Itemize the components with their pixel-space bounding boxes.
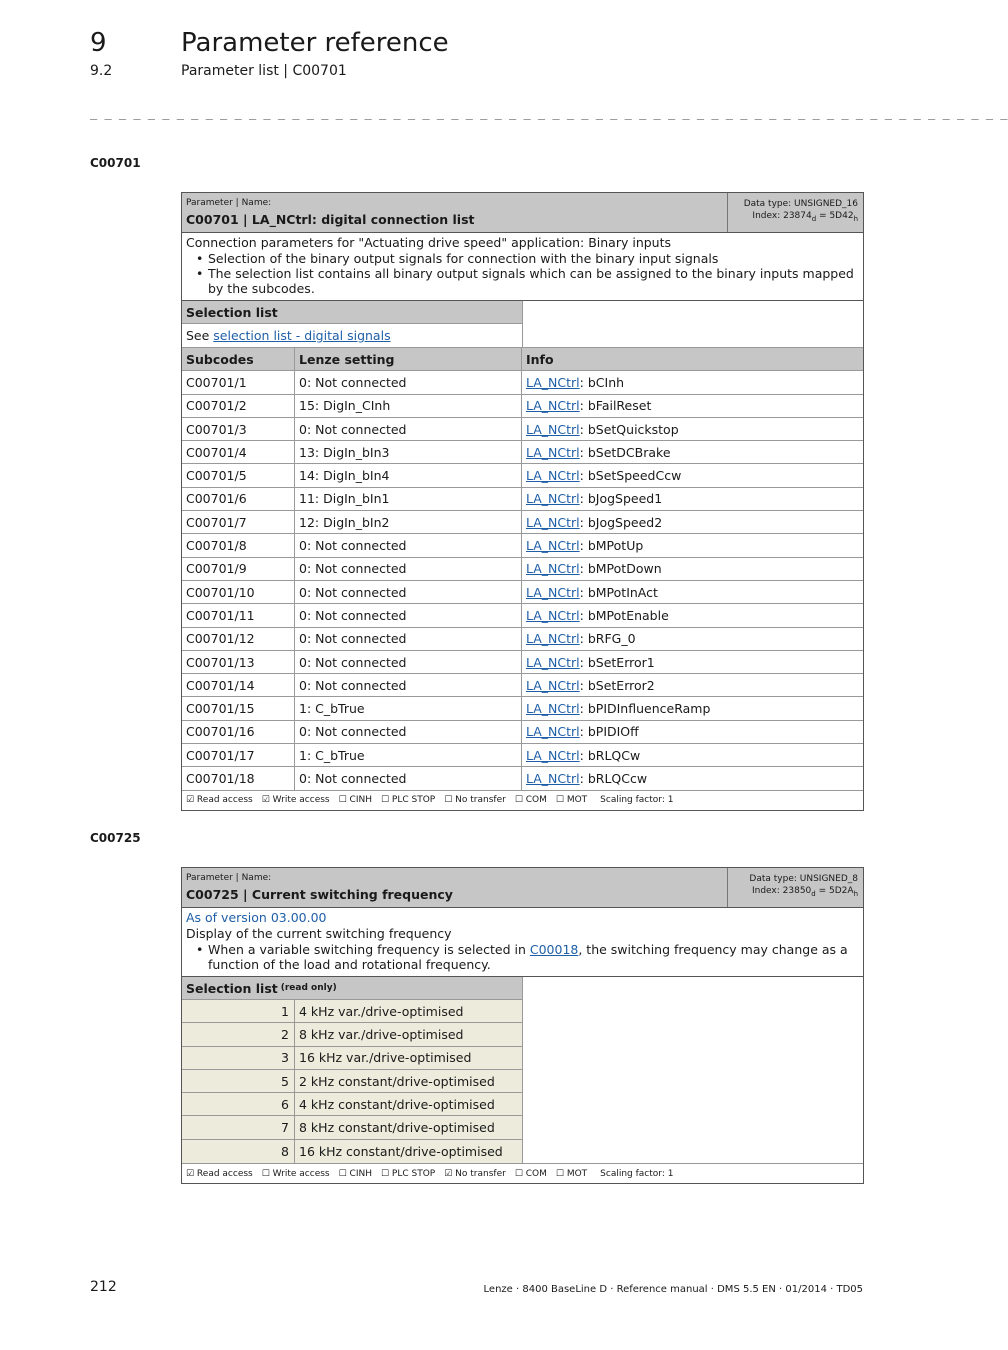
lenze-setting-cell: 0: Not connected [295,721,522,743]
selection-option [182,1070,522,1093]
info-cell: LA_NCtrl : bRLQCcw [526,770,648,786]
c00018-link[interactable]: C00018 [529,942,579,957]
la-nctrl-link[interactable]: LA_NCtrl [526,770,580,786]
parameter-header [182,868,863,908]
lenze-setting-cell: 15: DigIn_CInh [295,395,522,417]
info-cell: LA_NCtrl : bRFG_0 [526,631,636,647]
option-text: 4 kHz var./drive-optimised [299,1003,464,1019]
parameter-description [182,908,863,977]
lenze-setting-cell: 0: Not connected [295,558,522,580]
selection-options [182,1000,522,1163]
la-nctrl-link[interactable]: LA_NCtrl [526,701,580,717]
option-text: 16 kHz var./drive-optimised [299,1050,472,1066]
lenze-setting-cell: 0: Not connected [295,674,522,696]
la-nctrl-link[interactable]: LA_NCtrl [526,654,580,670]
la-nctrl-link[interactable]: LA_NCtrl [526,421,580,437]
lenze-setting-cell: 0: Not connected [295,581,522,603]
subcode-cell: C00701/5 [182,464,295,486]
selection-option [182,1140,522,1163]
access-flag: ☐ MOT [555,795,588,806]
option-number: 8 [182,1140,295,1163]
access-flag: ☐ No transfer [444,795,506,806]
version-note: As of version 03.00.00 [186,910,327,925]
parameter-name-label: Parameter | Name: [186,873,272,883]
table-row [182,744,863,767]
table-row [182,371,863,394]
subcode-cell: C00701/17 [182,744,295,766]
read-only-note: (read only) [280,983,337,993]
selection-option [182,1000,522,1023]
column-header-info: Info [526,351,554,367]
la-nctrl-link[interactable]: LA_NCtrl [526,444,580,460]
table-row [182,628,863,651]
la-nctrl-link[interactable]: LA_NCtrl [526,724,580,740]
lenze-setting-cell: 0: Not connected [295,767,522,789]
option-number: 5 [182,1070,295,1092]
table-row [182,604,863,627]
la-nctrl-link[interactable]: LA_NCtrl [526,584,580,600]
chapter-title: Parameter reference [181,28,449,58]
data-type: Data type: UNSIGNED_8 [749,874,858,884]
column-header-subcodes: Subcodes [182,348,295,370]
table-row [182,395,863,418]
info-cell: LA_NCtrl : bJogSpeed2 [526,514,663,530]
selection-list-link[interactable]: selection list - digital signals [213,328,391,343]
selection-list-heading: Selection list (read only) [182,977,522,1000]
chapter-number: 9 [90,28,107,58]
access-flag: ☑ Read access [186,795,253,806]
lenze-setting-cell: 0: Not connected [295,534,522,556]
subcode-cell: C00701/2 [182,395,295,417]
column-header-lenze-setting: Lenze setting [295,348,522,370]
parameter-header [182,193,863,233]
option-number: 3 [182,1047,295,1069]
table-header-row [182,348,863,371]
table-row [182,534,863,557]
description-bullets [186,942,859,972]
section-title: Parameter list | C00701 [181,63,347,79]
option-number: 2 [182,1023,295,1045]
parameter-name-label: Parameter | Name: [186,198,272,208]
la-nctrl-link[interactable]: LA_NCtrl [526,607,580,623]
subcode-cell: C00701/15 [182,697,295,719]
parameter-table-c00701 [181,192,864,811]
data-type: Data type: UNSIGNED_16 [743,199,858,209]
la-nctrl-link[interactable]: LA_NCtrl [526,677,580,693]
la-nctrl-link[interactable]: LA_NCtrl [526,747,580,763]
subcode-cell: C00701/16 [182,721,295,743]
section-label-c00725: C00725 [90,831,141,845]
option-text: 4 kHz constant/drive-optimised [299,1096,495,1112]
table-row [182,721,863,744]
access-flag: ☐ CINH [338,1168,372,1179]
table-row [182,558,863,581]
access-flag: ☑ Write access [261,795,330,806]
access-flag: ☐ COM [514,1168,547,1179]
parameter-index: Index: $23874_d = 5D42_h$ [752,211,858,223]
subcode-cell: C00701/11 [182,604,295,626]
lenze-setting-cell: 13: DigIn_bIn3 [295,441,522,463]
table-row [182,418,863,441]
description-bullets [186,251,859,296]
lenze-setting-cell: 11: DigIn_bIn1 [295,488,522,510]
info-cell: LA_NCtrl : bPIDInfluenceRamp [526,701,711,717]
info-cell: LA_NCtrl : bSetError2 [526,677,655,693]
access-flag: ☑ Read access [186,1168,253,1179]
info-cell: LA_NCtrl : bSetQuickstop [526,421,679,437]
description-text: Display of the current switching frequency [186,926,452,941]
data-type-info [727,868,863,907]
selection-option [182,1116,522,1139]
lenze-setting-cell: 14: DigIn_bIn4 [295,464,522,486]
table-row [182,488,863,511]
subcode-cell: C00701/1 [182,371,295,393]
table-row [182,441,863,464]
subcode-cell: C00701/7 [182,511,295,533]
section-number: 9.2 [90,63,113,79]
option-text: 8 kHz var./drive-optimised [299,1026,464,1042]
lenze-setting-cell: 1: C_bTrue [295,697,522,719]
selection-option [182,1093,522,1116]
subcode-cell: C00701/14 [182,674,295,696]
subcode-cell: C00701/4 [182,441,295,463]
access-flag: ☐ CINH [338,795,372,806]
subcode-cell: C00701/9 [182,558,295,580]
subcode-cell: C00701/18 [182,767,295,789]
parameter-name: C00725 | Current switching frequency [186,887,453,902]
la-nctrl-link[interactable]: LA_NCtrl [526,398,580,414]
lenze-setting-cell: 0: Not connected [295,651,522,673]
access-flags-footer [182,1164,863,1183]
table-row [182,511,863,534]
scaling-factor: Scaling factor: 1 [600,795,674,806]
subcode-cell: C00701/13 [182,651,295,673]
la-nctrl-link[interactable]: LA_NCtrl [526,514,580,530]
option-text: 8 kHz constant/drive-optimised [299,1120,495,1136]
info-cell: LA_NCtrl : bCInh [526,374,625,390]
info-cell: LA_NCtrl : bRLQCw [526,747,641,763]
access-flags-footer [182,791,863,810]
subcode-cell: C00701/6 [182,488,295,510]
table-row [182,581,863,604]
data-type-info [727,193,863,232]
section-label-c00701: C00701 [90,156,141,170]
info-cell: LA_NCtrl : bSetError1 [526,654,655,670]
document-footer: Lenze · 8400 BaseLine D · Reference manual · DMS 5.5 EN · 01/2014 · TD05 [483,1284,863,1295]
la-nctrl-link[interactable]: LA_NCtrl [526,468,580,484]
bullet-item: • Selection of the binary output signals for connection with the binary input signals [196,251,859,266]
lenze-setting-cell: 0: Not connected [295,371,522,393]
la-nctrl-link[interactable]: LA_NCtrl [526,491,580,507]
table-row [182,651,863,674]
info-cell: LA_NCtrl : bSetDCBrake [526,444,671,460]
selection-list-block [182,301,863,348]
selection-option [182,1047,522,1070]
table-row [182,697,863,720]
info-cell: LA_NCtrl : bFailReset [526,398,652,414]
scaling-factor: Scaling factor: 1 [600,1168,674,1179]
subcode-cell: C00701/10 [182,581,295,603]
option-number: 6 [182,1093,295,1115]
subcode-cell: C00701/12 [182,628,295,650]
access-flag: ☑ No transfer [444,1168,506,1179]
option-text: 16 kHz constant/drive-optimised [299,1143,503,1159]
lenze-setting-cell: 12: DigIn_bIn2 [295,511,522,533]
table-row [182,464,863,487]
bullet-item: • When a variable switching frequency is selected in C00018, the switching frequency may change as a function of the load and rotational frequency. [196,942,859,972]
table-row [182,767,863,790]
parameter-description [182,233,863,301]
bullet-item: • The selection list contains all binary output signals which can be assigned to the binary inputs mapped by the subcodes. [196,266,859,296]
la-nctrl-link[interactable]: LA_NCtrl [526,374,580,390]
access-flag: ☐ PLC STOP [381,795,436,806]
access-flag: ☐ PLC STOP [381,1168,436,1179]
header-separator: _ _ _ _ _ _ _ _ _ _ _ _ _ _ _ _ _ _ _ _ _ _ _ _ _ _ _ _ _ _ _ _ _ _ _ _ _ _ _ _ _ _ _ _ _ _ _ _ _ _ _ _ _ _ _ _ _ _ _ _ _ _ _ _ [90,106,1008,120]
parameter-index: Index: $23850_d = 5D2A_h$ [751,886,858,898]
option-text: 2 kHz constant/drive-optimised [299,1073,495,1089]
lenze-setting-cell: 0: Not connected [295,418,522,440]
description-text: Connection parameters for "Actuating drive speed" application: Binary inputs [186,235,672,250]
access-flag: ☐ MOT [555,1168,588,1179]
page-number: 212 [90,1279,117,1295]
la-nctrl-link[interactable]: LA_NCtrl [526,561,580,577]
selection-list-block [182,977,863,1164]
lenze-setting-cell: 0: Not connected [295,604,522,626]
info-cell: LA_NCtrl : bMPotDown [526,561,662,577]
lenze-setting-cell: 0: Not connected [295,628,522,650]
lenze-setting-cell: 1: C_bTrue [295,744,522,766]
la-nctrl-link[interactable]: LA_NCtrl [526,631,580,647]
info-cell: LA_NCtrl : bJogSpeed1 [526,491,663,507]
selection-list-heading: Selection list [182,301,522,324]
info-cell: LA_NCtrl : bSetSpeedCcw [526,468,682,484]
info-cell: LA_NCtrl : bMPotUp [526,538,644,554]
selection-option [182,1023,522,1046]
la-nctrl-link[interactable]: LA_NCtrl [526,538,580,554]
info-cell: LA_NCtrl : bMPotEnable [526,607,669,623]
info-cell: LA_NCtrl : bMPotInAct [526,584,658,600]
parameter-name: C00701 | LA_NCtrl: digital connection list [186,212,475,227]
subcode-cell: C00701/8 [182,534,295,556]
info-cell: LA_NCtrl : bPIDIOff [526,724,639,740]
access-flag: ☐ Write access [261,1168,330,1179]
subcode-rows [182,371,863,790]
option-number: 7 [182,1116,295,1138]
parameter-table-c00725 [181,867,864,1184]
selection-see-line: See selection list - digital signals [186,328,391,343]
subcode-cell: C00701/3 [182,418,295,440]
table-row [182,674,863,697]
option-number: 1 [182,1000,295,1022]
access-flag: ☐ COM [514,795,547,806]
